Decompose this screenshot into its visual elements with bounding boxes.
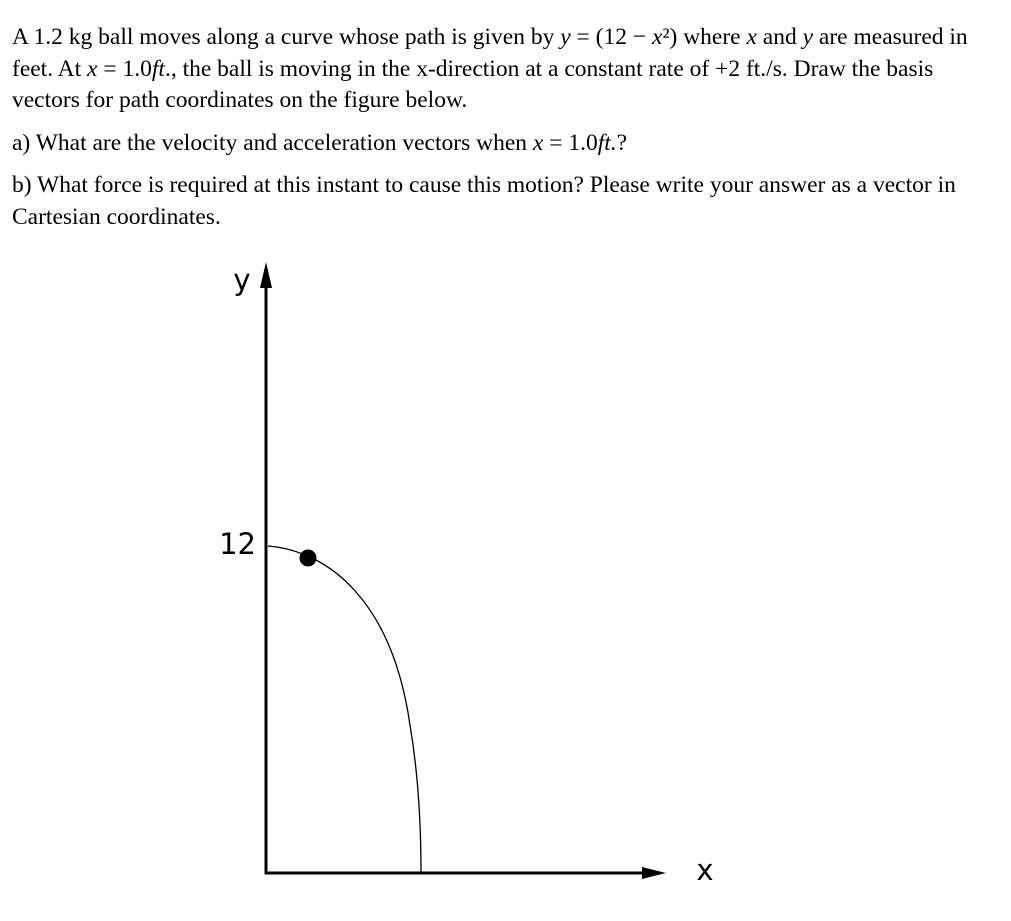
- ball: [300, 550, 317, 567]
- y-tick-label-12: 12: [219, 527, 256, 561]
- x-axis-arrowhead: [642, 867, 666, 879]
- parabolic-path-curve: [268, 546, 421, 873]
- part-b-question: b) What force is required at this instant to cause this motion? Please write your answer as a vector in Cartesian coordinates.: [12, 172, 956, 230]
- y-axis-label: y: [233, 263, 251, 297]
- problem-intro: A 1.2 kg ball moves along a curve whose path is given by y = (12 − x²) where x and y are measured in feet. At x = 1.0ft., the ball is moving in the x-direction at a constant rate of +2 ft./s. Draw the basis vectors for path coordinates on the figure below.: [12, 24, 968, 113]
- y-axis-arrowhead: [260, 262, 272, 288]
- x-axis-label: x: [696, 853, 714, 887]
- part-a-question: a) What are the velocity and acceleration vectors when x = 1.0ft.?: [12, 129, 628, 156]
